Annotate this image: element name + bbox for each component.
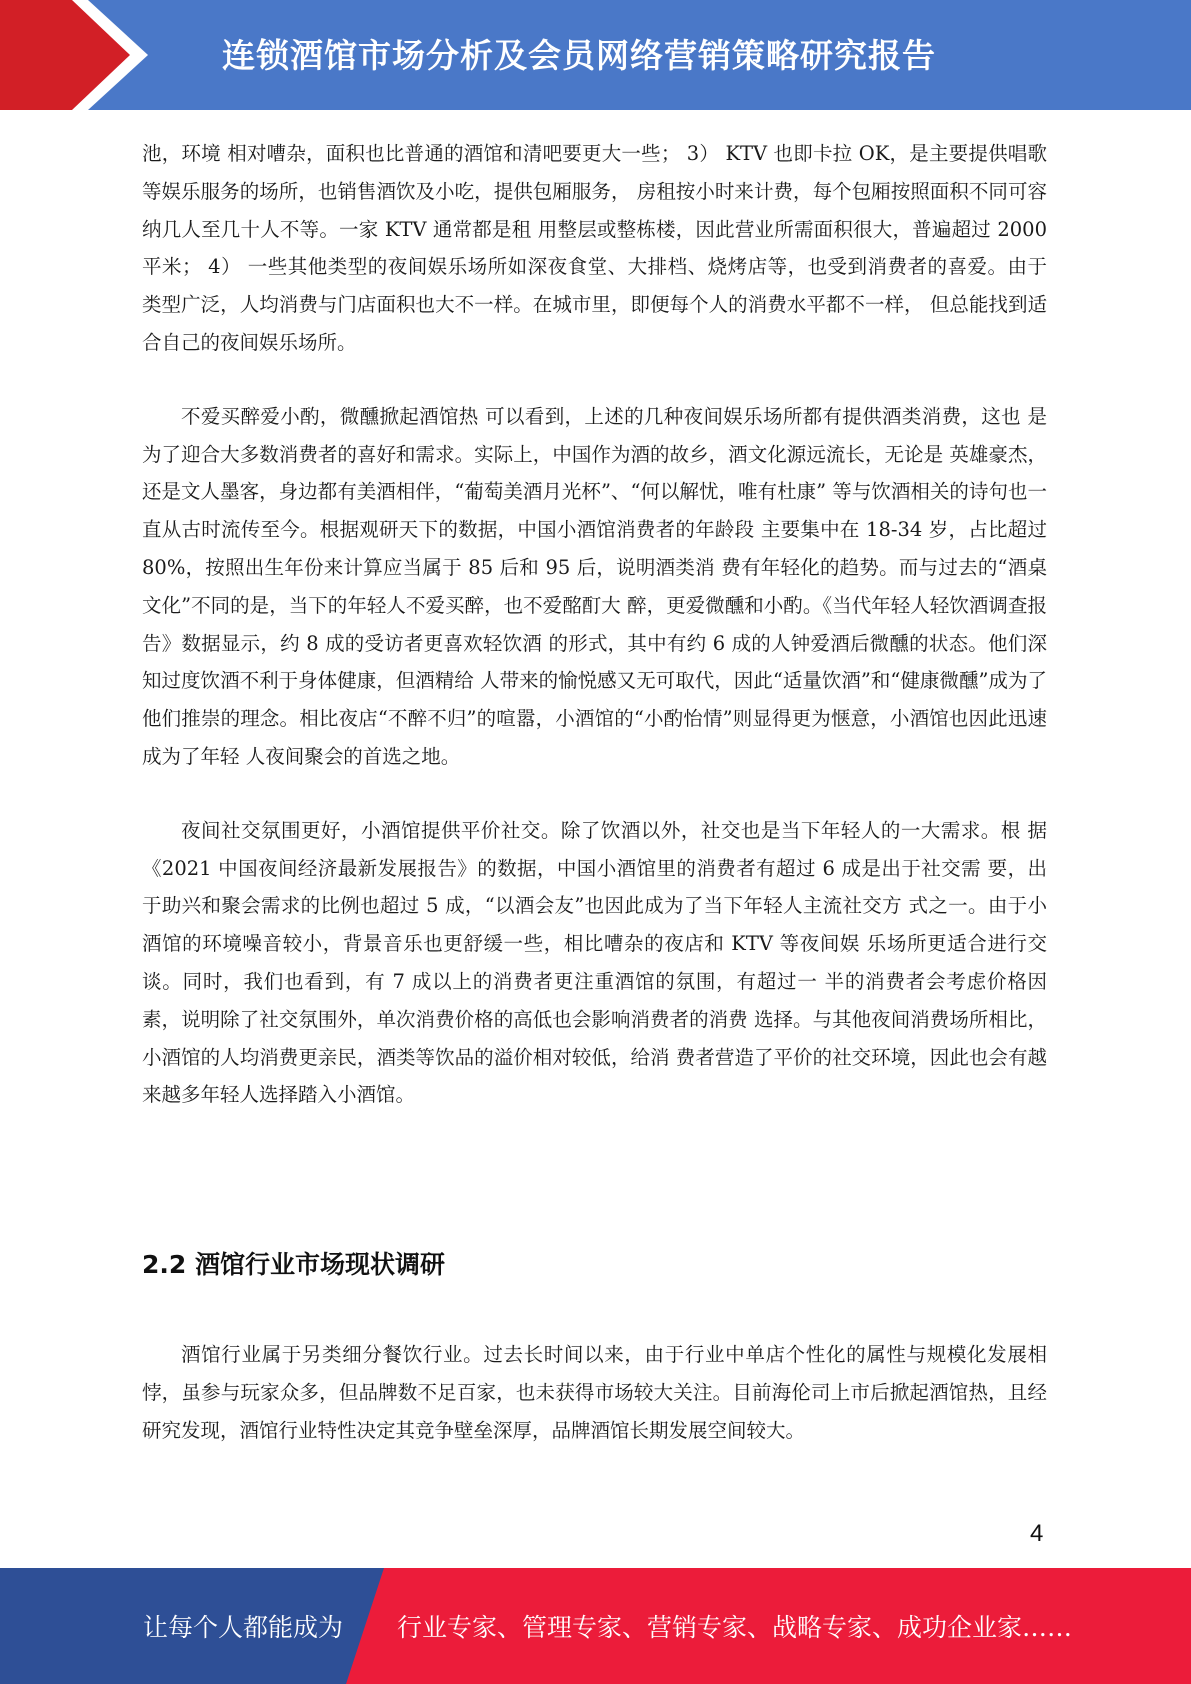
header-arrow-decoration bbox=[0, 0, 150, 110]
body-content bbox=[142, 135, 1047, 1114]
paragraph: 酒馆行业属于另类细分餐饮行业。过去长时间以来，由于行业中单店个性化的属性与规模化发展相悖，虽参与玩家众多，但品牌数不足百家，也未获得市场较大关注。目前海伦司上市后掀起酒馆热，且经研究发现，酒馆行业特性决定其竞争壁垒深厚，品牌酒馆长期发展空间较大。 bbox=[142, 1343, 1047, 1442]
footer-banner bbox=[0, 1568, 1191, 1684]
paragraph: 夜间社交氛围更好，小酒馆提供平价社交。除了饮酒以外，社交也是当下年轻人的一大需求。根 据《2021 中国夜间经济最新发展报告》的数据，中国小酒馆里的消费者有超过 6 成是出于社交需 要，出于助兴和聚会需求的比例也超过 5 成，“以酒会友”也因此成为了当下年轻人主流社交方 式之一。由于小酒馆的环境噪音较小，背景音乐也更舒缓一些，相比嘈杂的夜店和 KTV 等夜间娱 乐场所更适合进行交谈。同时，我们也看到，有 7 成以上的消费者更注重酒馆的氛围，有超过一 半的消费者会考虑价格因素，说明除了社交氛围外，单次消费价格的高低也会影响消费者的消费 选择。与其他夜间消费场所相比，小酒馆的人均消费更亲民，酒类等饮品的溢价相对较低，给消 费者营造了平价的社交环境，因此也会有越来越多年轻人选择踏入小酒馆。 bbox=[142, 818, 1047, 1107]
paragraph: 不爱买醉爱小酌，微醺掀起酒馆热 可以看到，上述的几种夜间娱乐场所都有提供酒类消费，这也 是为了迎合大多数消费者的喜好和需求。实际上，中国作为酒的故乡，酒文化源远流长，无论是 英雄豪杰，还是文人墨客，身边都有美酒相伴，“葡萄美酒月光杯”、“何以解忧，唯有杜康” 等与饮酒相关的诗句也一直从古时流传至今。根据观研天下的数据，中国小酒馆消费者的年龄段 主要集中在 18-34 岁，占比超过 80%，按照出生年份来计算应当属于 85 后和 95 后，说明酒类消 费有年轻化的趋势。而与过去的“酒桌文化”不同的是，当下的年轻人不爱买醉，也不爱酩酊大 醉，更爱微醺和小酌。《当代年轻人轻饮酒调查报告》数据显示，约 8 成的受访者更喜欢轻饮酒 的形式，其中有约 6 成的人钟爱酒后微醺的状态。他们深知过度饮酒不利于身体健康，但酒精给 人带来的愉悦感又无可取代，因此“适量饮酒”和“健康微醺”成为了他们推崇的理念。相比夜店“不醉不归”的喧嚣，小酒馆的“小酌怡情”则显得更为惬意，小酒馆也因此迅速成为了年轻 人夜间聚会的首选之地。 bbox=[142, 404, 1047, 768]
footer-slogan-right: 行业专家、管理专家、营销专家、战略专家、成功企业家…… bbox=[397, 1613, 1073, 1642]
page-number: 4 bbox=[1030, 1520, 1044, 1547]
header-banner bbox=[0, 0, 1191, 110]
paragraph: 池，环境 相对嘈杂，面积也比普通的酒馆和清吧要更大一些； 3） KTV 也即卡拉 OK，是主要提供唱歌等娱乐服务的场所，也销售酒饮及小吃，提供包厢服务， 房租按小时来计费，每个包厢按照面积不同可容纳几人至几十人不等。一家 KTV 通常都是租 用整层或整栋楼，因此营业所需面积很大，普遍超过 2000 平米； 4） 一些其他类型的夜间娱乐场所如深夜食堂、大排档、烧烤店等，也受到消费者的喜爱。由于 类型广泛，人均消费与门店面积也大不一样。在城市里，即便每个人的消费水平都不一样， 但总能找到适合自己的夜间娱乐场所。 bbox=[142, 142, 1047, 354]
footer-slogan-left: 让每个人都能成为 bbox=[143, 1613, 344, 1642]
section-heading: 2.2 酒馆行业市场现状调研 bbox=[142, 1250, 445, 1279]
document-title: 连锁酒馆市场分析及会员网络营销策略研究报告 bbox=[222, 36, 936, 75]
